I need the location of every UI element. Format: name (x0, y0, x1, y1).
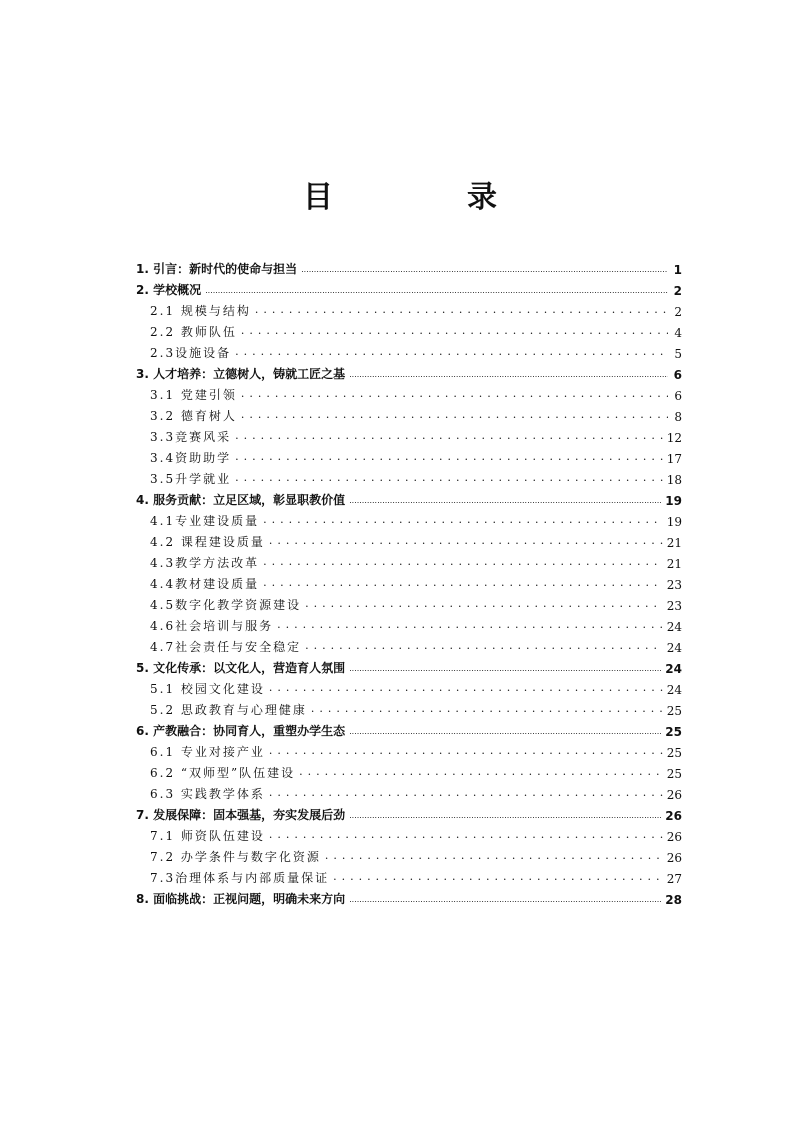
toc-entry-label: 3.3竞赛风采 (150, 430, 232, 444)
toc-page-number: 17 (666, 452, 682, 466)
toc-leader-dots (311, 697, 663, 718)
toc-entry-label: 4.1专业建设质量 (150, 514, 260, 528)
toc-section-entry[interactable] (128, 298, 682, 319)
toc-page-number: 8 (674, 410, 682, 424)
toc-leader-dots (349, 886, 661, 907)
toc-page-number: 1 (673, 263, 682, 277)
toc-entry-label: 4. 服务贡献：立足区域，彰显职教价值 (136, 493, 346, 507)
toc-section-entry[interactable] (128, 424, 682, 445)
toc-section-entry[interactable] (128, 529, 682, 550)
toc-entry-label: 3.1 党建引领 (150, 388, 237, 402)
toc-leader-dots (263, 571, 663, 592)
toc-chapter-entry[interactable] (128, 277, 682, 298)
toc-page-number: 2 (673, 284, 682, 298)
toc-page-number: 6 (674, 389, 682, 403)
toc-leader-dots (235, 340, 668, 361)
toc-chapter-entry[interactable] (128, 718, 682, 739)
toc-page-number: 26 (666, 851, 682, 865)
toc-leader-dots (325, 844, 663, 865)
toc-page-number: 25 (665, 725, 682, 739)
toc-entry-label: 3.5升学就业 (150, 472, 232, 486)
toc-leader-dots (269, 823, 663, 844)
toc-leader-dots (349, 718, 661, 739)
toc-leader-dots (263, 550, 663, 571)
table-of-contents (128, 256, 682, 907)
toc-leader-dots (349, 655, 661, 676)
toc-chapter-entry[interactable] (128, 655, 682, 676)
toc-entry-label: 5.1 校园文化建设 (150, 682, 265, 696)
toc-page-number: 25 (666, 767, 682, 781)
toc-entry-label: 4.7社会责任与安全稳定 (150, 640, 302, 654)
toc-page-number: 24 (666, 683, 682, 697)
toc-section-entry[interactable] (128, 466, 682, 487)
toc-leader-dots (205, 277, 668, 298)
toc-entry-label: 4.2 课程建设质量 (150, 535, 265, 549)
toc-chapter-entry[interactable] (128, 886, 682, 907)
toc-leader-dots (235, 445, 663, 466)
toc-entry-label: 7.3治理体系与内部质量保证 (150, 871, 330, 885)
toc-section-entry[interactable] (128, 403, 682, 424)
toc-page-number: 26 (666, 788, 682, 802)
toc-entry-label: 6.3 实践教学体系 (150, 787, 265, 801)
toc-leader-dots (349, 487, 661, 508)
toc-leader-dots (235, 424, 663, 445)
toc-section-entry[interactable] (128, 592, 682, 613)
toc-entry-label: 6. 产教融合：协同育人，重塑办学生态 (136, 724, 346, 738)
toc-entry-label: 2. 学校概况 (136, 283, 202, 297)
toc-entry-label: 8. 面临挑战：正视问题，明确未来方向 (136, 892, 346, 906)
toc-leader-dots (349, 802, 661, 823)
toc-section-entry[interactable] (128, 382, 682, 403)
toc-entry-label: 4.6社会培训与服务 (150, 619, 274, 633)
toc-page-number: 5 (674, 347, 682, 361)
toc-entry-label: 3. 人才培养：立德树人，铸就工匠之基 (136, 367, 346, 381)
toc-page-number: 19 (666, 515, 682, 529)
toc-chapter-entry[interactable] (128, 361, 682, 382)
toc-page-number: 2 (674, 305, 682, 319)
toc-section-entry[interactable] (128, 319, 682, 340)
toc-section-entry[interactable] (128, 613, 682, 634)
toc-page-number: 28 (665, 893, 682, 907)
toc-chapter-entry[interactable] (128, 256, 682, 277)
toc-entry-label: 1. 引言：新时代的使命与担当 (136, 262, 298, 276)
toc-page-number: 25 (666, 746, 682, 760)
toc-section-entry[interactable] (128, 445, 682, 466)
toc-leader-dots (269, 676, 663, 697)
toc-entry-label: 4.5数字化教学资源建设 (150, 598, 302, 612)
toc-page-number: 26 (666, 830, 682, 844)
toc-chapter-entry[interactable] (128, 487, 682, 508)
toc-page-number: 6 (673, 368, 682, 382)
toc-leader-dots (269, 529, 663, 550)
toc-page-number: 23 (666, 578, 682, 592)
toc-page-number: 24 (665, 662, 682, 676)
toc-section-entry[interactable] (128, 823, 682, 844)
toc-section-entry[interactable] (128, 697, 682, 718)
toc-page-number: 12 (666, 431, 682, 445)
toc-entry-label: 6.1 专业对接产业 (150, 745, 265, 759)
toc-entry-label: 4.3教学方法改革 (150, 556, 260, 570)
toc-leader-dots (299, 760, 663, 781)
toc-page-number: 4 (674, 326, 682, 340)
toc-page-number: 21 (666, 536, 682, 550)
toc-section-entry[interactable] (128, 508, 682, 529)
toc-leader-dots (241, 319, 668, 340)
toc-section-entry[interactable] (128, 571, 682, 592)
toc-page-number: 24 (666, 641, 682, 655)
toc-entry-label: 3.4资助助学 (150, 451, 232, 465)
toc-section-entry[interactable] (128, 739, 682, 760)
toc-leader-dots (305, 592, 663, 613)
toc-entry-label: 7.2 办学条件与数字化资源 (150, 850, 321, 864)
toc-section-entry[interactable] (128, 676, 682, 697)
toc-page-number: 24 (666, 620, 682, 634)
toc-section-entry[interactable] (128, 844, 682, 865)
toc-section-entry[interactable] (128, 634, 682, 655)
toc-entry-label: 5.2 思政教育与心理健康 (150, 703, 307, 717)
toc-entry-label: 7.1 师资队伍建设 (150, 829, 265, 843)
toc-entry-label: 2.2 教师队伍 (150, 325, 237, 339)
toc-leader-dots (305, 634, 663, 655)
toc-page-number: 19 (665, 494, 682, 508)
toc-entry-label: 3.2 德育树人 (150, 409, 237, 423)
toc-entry-label: 2.1 规模与结构 (150, 304, 251, 318)
toc-entry-label: 4.4教材建设质量 (150, 577, 260, 591)
toc-leader-dots (269, 781, 663, 802)
toc-leader-dots (235, 466, 663, 487)
toc-chapter-entry[interactable] (128, 802, 682, 823)
toc-leader-dots (241, 403, 668, 424)
toc-leader-dots (241, 382, 668, 403)
toc-section-entry[interactable] (128, 760, 682, 781)
toc-page-number: 21 (666, 557, 682, 571)
toc-section-entry[interactable] (128, 865, 682, 886)
toc-page-number: 18 (666, 473, 682, 487)
toc-leader-dots (263, 508, 663, 529)
toc-section-entry[interactable] (128, 781, 682, 802)
toc-entry-label: 5. 文化传承：以文化人，营造育人氛围 (136, 661, 346, 675)
toc-entry-label: 7. 发展保障：固本强基，夯实发展后劲 (136, 808, 346, 822)
toc-page-number: 23 (666, 599, 682, 613)
toc-page-number: 25 (666, 704, 682, 718)
document-title: 目 录 (303, 180, 549, 215)
toc-leader-dots (277, 613, 663, 634)
toc-leader-dots (349, 361, 668, 382)
toc-page-number: 27 (666, 872, 682, 886)
toc-leader-dots (255, 298, 668, 319)
toc-page-number: 26 (665, 809, 682, 823)
toc-entry-label: 2.3设施设备 (150, 346, 232, 360)
toc-leader-dots (301, 256, 668, 277)
toc-section-entry[interactable] (128, 340, 682, 361)
toc-entry-label: 6.2 “双师型”队伍建设 (150, 766, 296, 780)
toc-leader-dots (333, 865, 663, 886)
toc-leader-dots (269, 739, 663, 760)
toc-section-entry[interactable] (128, 550, 682, 571)
